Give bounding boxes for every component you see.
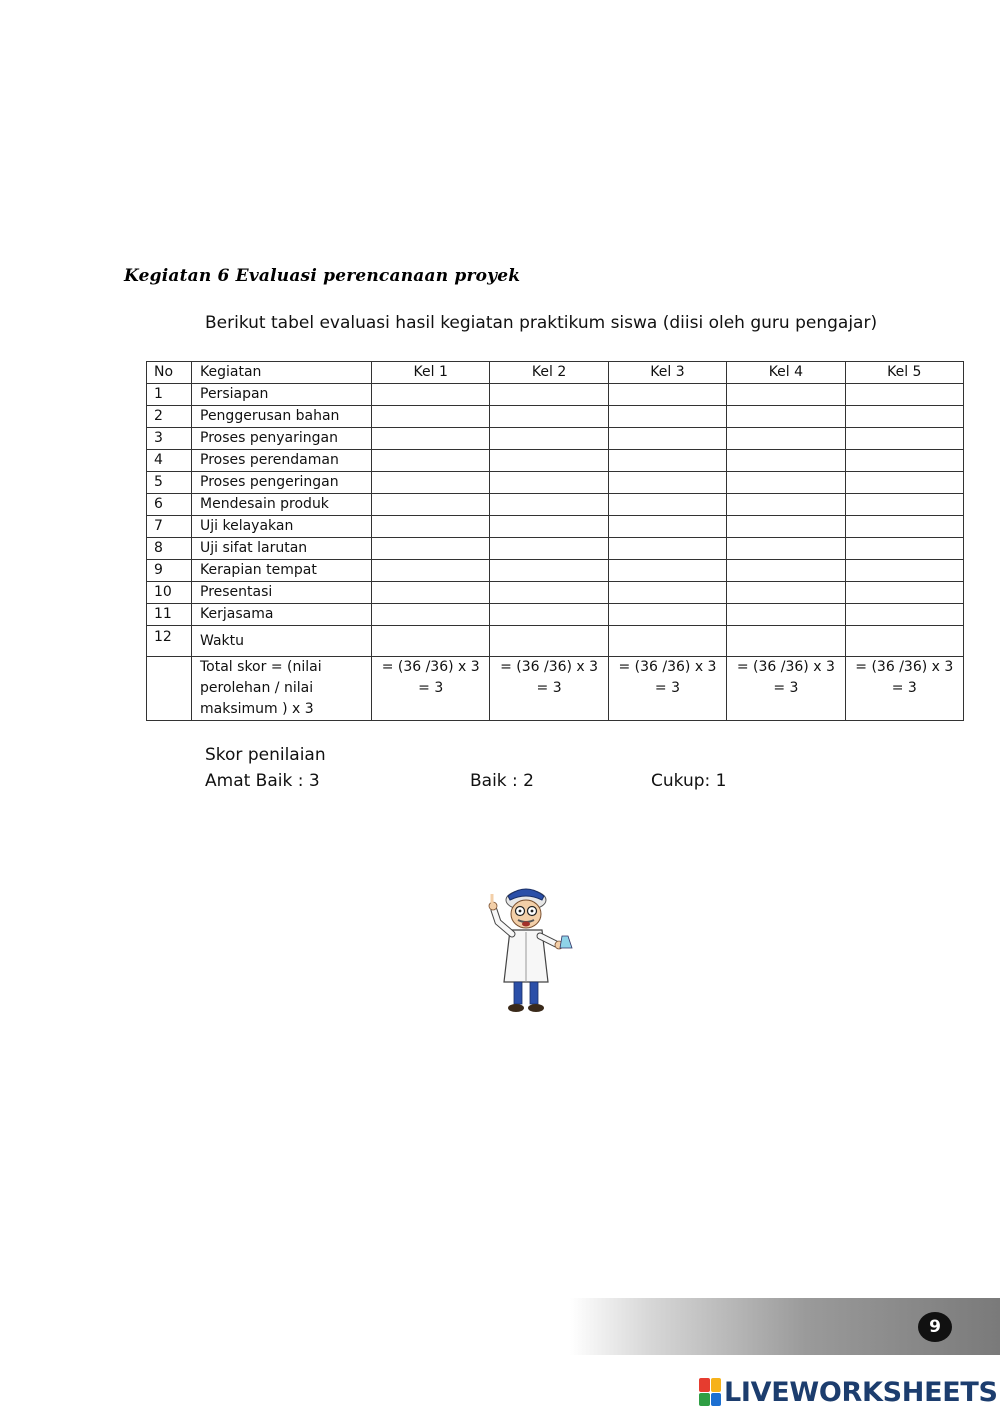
score-cell[interactable] bbox=[490, 604, 608, 626]
evaluation-table bbox=[146, 361, 964, 721]
table-row bbox=[147, 604, 964, 626]
score-cell[interactable] bbox=[490, 494, 608, 516]
score-cell[interactable] bbox=[727, 582, 845, 604]
score-cell[interactable] bbox=[372, 406, 490, 428]
score-cell[interactable] bbox=[845, 472, 963, 494]
total-number-cell bbox=[147, 657, 192, 721]
row-activity: Kerapian tempat bbox=[192, 560, 372, 582]
score-cell[interactable] bbox=[845, 626, 963, 657]
score-cell[interactable] bbox=[727, 516, 845, 538]
total-kel-4: = (36 /36) x 3 = 3 bbox=[727, 657, 845, 721]
row-activity: Presentasi bbox=[192, 582, 372, 604]
row-activity: Waktu bbox=[192, 626, 372, 657]
score-cell[interactable] bbox=[490, 406, 608, 428]
score-cell[interactable] bbox=[727, 384, 845, 406]
row-number: 11 bbox=[147, 604, 192, 626]
score-cell[interactable] bbox=[490, 582, 608, 604]
score-cell[interactable] bbox=[608, 494, 726, 516]
liveworksheets-logo[interactable] bbox=[699, 1376, 998, 1408]
row-number: 1 bbox=[147, 384, 192, 406]
row-number: 3 bbox=[147, 428, 192, 450]
row-activity: Uji sifat larutan bbox=[192, 538, 372, 560]
row-number: 9 bbox=[147, 560, 192, 582]
row-activity: Mendesain produk bbox=[192, 494, 372, 516]
score-cell[interactable] bbox=[490, 516, 608, 538]
row-number: 10 bbox=[147, 582, 192, 604]
table-row bbox=[147, 626, 964, 657]
total-row bbox=[147, 657, 964, 721]
liveworksheets-logo-text: LIVEWORKSHEETS bbox=[724, 1376, 998, 1408]
score-cell[interactable] bbox=[845, 560, 963, 582]
row-activity: Kerjasama bbox=[192, 604, 372, 626]
row-number: 7 bbox=[147, 516, 192, 538]
total-label: Total skor = (nilai perolehan / nilai maksimum ) x 3 bbox=[192, 657, 372, 721]
total-kel-2: = (36 /36) x 3 = 3 bbox=[490, 657, 608, 721]
table-row bbox=[147, 428, 964, 450]
table-header-row bbox=[147, 362, 964, 384]
score-cell[interactable] bbox=[372, 604, 490, 626]
score-cell[interactable] bbox=[490, 472, 608, 494]
section-heading: Kegiatan 6 Evaluasi perencanaan proyek bbox=[124, 266, 521, 286]
table-row bbox=[147, 450, 964, 472]
score-cell[interactable] bbox=[727, 428, 845, 450]
header-kel-2: Kel 2 bbox=[490, 362, 608, 384]
score-cell[interactable] bbox=[372, 582, 490, 604]
score-cell[interactable] bbox=[608, 604, 726, 626]
total-kel-1: = (36 /36) x 3 = 3 bbox=[372, 657, 490, 721]
header-kel-4: Kel 4 bbox=[727, 362, 845, 384]
score-cell[interactable] bbox=[727, 538, 845, 560]
row-number: 5 bbox=[147, 472, 192, 494]
score-cell[interactable] bbox=[845, 538, 963, 560]
header-kel-1: Kel 1 bbox=[372, 362, 490, 384]
score-cell[interactable] bbox=[372, 450, 490, 472]
row-number: 12 bbox=[147, 626, 192, 657]
score-cell[interactable] bbox=[490, 384, 608, 406]
score-cell[interactable] bbox=[727, 450, 845, 472]
score-cell[interactable] bbox=[727, 560, 845, 582]
score-baik: Baik : 2 bbox=[470, 771, 534, 791]
score-cell[interactable] bbox=[608, 428, 726, 450]
score-cell[interactable] bbox=[608, 450, 726, 472]
header-kel-5: Kel 5 bbox=[845, 362, 963, 384]
row-number: 6 bbox=[147, 494, 192, 516]
row-activity: Penggerusan bahan bbox=[192, 406, 372, 428]
row-activity: Uji kelayakan bbox=[192, 516, 372, 538]
table-row bbox=[147, 494, 964, 516]
liveworksheets-logo-icon bbox=[699, 1378, 721, 1406]
score-cell[interactable] bbox=[608, 516, 726, 538]
row-activity: Proses pengeringan bbox=[192, 472, 372, 494]
table-row bbox=[147, 560, 964, 582]
score-cell[interactable] bbox=[845, 428, 963, 450]
score-cell[interactable] bbox=[845, 604, 963, 626]
table-row bbox=[147, 472, 964, 494]
table-row bbox=[147, 582, 964, 604]
scientist-illustration bbox=[478, 882, 578, 1026]
score-cell[interactable] bbox=[727, 472, 845, 494]
score-cell[interactable] bbox=[372, 516, 490, 538]
score-cell[interactable] bbox=[845, 516, 963, 538]
score-cell[interactable] bbox=[845, 384, 963, 406]
score-cell[interactable] bbox=[490, 560, 608, 582]
row-number: 8 bbox=[147, 538, 192, 560]
score-cell[interactable] bbox=[608, 582, 726, 604]
score-amat-baik: Amat Baik : 3 bbox=[205, 771, 320, 791]
score-cell[interactable] bbox=[608, 538, 726, 560]
table-row bbox=[147, 516, 964, 538]
score-cell[interactable] bbox=[372, 494, 490, 516]
total-kel-3: = (36 /36) x 3 = 3 bbox=[608, 657, 726, 721]
score-cell[interactable] bbox=[845, 406, 963, 428]
score-cell[interactable] bbox=[845, 494, 963, 516]
header-kel-3: Kel 3 bbox=[608, 362, 726, 384]
row-number: 2 bbox=[147, 406, 192, 428]
score-cell[interactable] bbox=[372, 428, 490, 450]
header-no: No bbox=[147, 362, 192, 384]
page-number: 9 bbox=[918, 1312, 952, 1342]
row-activity: Persiapan bbox=[192, 384, 372, 406]
header-activity: Kegiatan bbox=[192, 362, 372, 384]
score-cell[interactable] bbox=[608, 384, 726, 406]
score-cell[interactable] bbox=[608, 560, 726, 582]
score-cell[interactable] bbox=[727, 406, 845, 428]
score-cukup: Cukup: 1 bbox=[651, 771, 727, 791]
score-cell[interactable] bbox=[608, 472, 726, 494]
scoring-title: Skor penilaian bbox=[205, 745, 326, 765]
score-cell[interactable] bbox=[372, 472, 490, 494]
score-cell[interactable] bbox=[727, 494, 845, 516]
score-cell[interactable] bbox=[845, 582, 963, 604]
score-cell[interactable] bbox=[490, 626, 608, 657]
row-number: 4 bbox=[147, 450, 192, 472]
score-cell[interactable] bbox=[372, 560, 490, 582]
score-cell[interactable] bbox=[490, 538, 608, 560]
score-cell[interactable] bbox=[372, 538, 490, 560]
total-kel-5: = (36 /36) x 3 = 3 bbox=[845, 657, 963, 721]
score-cell[interactable] bbox=[608, 406, 726, 428]
score-cell[interactable] bbox=[490, 450, 608, 472]
intro-text: Berikut tabel evaluasi hasil kegiatan praktikum siswa (diisi oleh guru pengajar) bbox=[205, 313, 878, 333]
score-cell[interactable] bbox=[727, 604, 845, 626]
score-cell[interactable] bbox=[845, 450, 963, 472]
score-cell[interactable] bbox=[608, 626, 726, 657]
score-cell[interactable] bbox=[372, 384, 490, 406]
score-cell[interactable] bbox=[372, 626, 490, 657]
table-row bbox=[147, 406, 964, 428]
score-cell[interactable] bbox=[727, 626, 845, 657]
score-cell[interactable] bbox=[490, 428, 608, 450]
row-activity: Proses penyaringan bbox=[192, 428, 372, 450]
table-row bbox=[147, 538, 964, 560]
table-row bbox=[147, 384, 964, 406]
row-activity: Proses perendaman bbox=[192, 450, 372, 472]
